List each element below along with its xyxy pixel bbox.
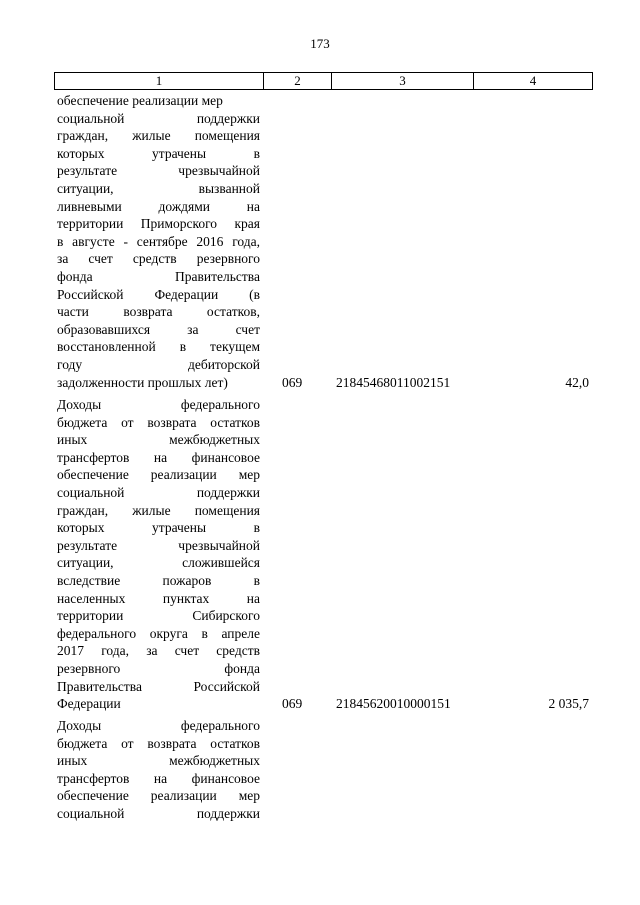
row-description <box>57 396 260 713</box>
description-line: трансфертов на финансовое <box>57 449 260 465</box>
description-line: трансфертов на финансовое <box>57 770 260 786</box>
row-description <box>57 92 260 391</box>
description-line: обеспечение реализации мер <box>57 467 260 483</box>
column-header-4: 4 <box>474 73 593 90</box>
description-line: граждан, жилые помещения <box>57 128 260 144</box>
description-line: социальной поддержки <box>57 805 260 821</box>
description-line: фонда Правительства <box>57 268 260 284</box>
row-amount: 42,0 <box>565 374 589 390</box>
description-line: 2017 года, за счет средств <box>57 643 260 659</box>
description-line: бюджета от возврата остатков <box>57 735 260 751</box>
description-line: за счет средств резервного <box>57 251 260 267</box>
description-line: граждан, жилые помещения <box>57 502 260 518</box>
description-line: федерального округа в апреле <box>57 625 260 641</box>
column-header-table <box>54 72 593 90</box>
description-line: году дебиторской <box>57 356 260 372</box>
row-description <box>57 717 260 823</box>
description-line: населенных пунктах на <box>57 590 260 606</box>
description-line: которых утрачены в <box>57 520 260 536</box>
row-amount: 2 035,7 <box>548 696 589 712</box>
description-line: территории Сибирского <box>57 608 260 624</box>
row-admin-code: 069 <box>282 374 303 390</box>
description-line: результате чрезвычайной <box>57 537 260 553</box>
description-line: задолженности прошлых лет) <box>57 374 228 390</box>
description-line: образовавшихся за счет <box>57 321 260 337</box>
description-line: резервного фонда <box>57 660 260 676</box>
description-line: восстановленной в текущем <box>57 339 260 355</box>
description-line: иных межбюджетных <box>57 432 260 448</box>
row-admin-code: 069 <box>282 696 303 712</box>
description-line: вследствие пожаров в <box>57 572 260 588</box>
description-line: Правительства Российской <box>57 678 260 694</box>
description-line: в августе - сентябре 2016 года, <box>57 233 260 249</box>
description-line: ситуации, вызванной <box>57 180 260 196</box>
description-line: Российской Федерации (в <box>57 286 260 302</box>
column-header-1: 1 <box>55 73 264 90</box>
description-line: бюджета от возврата остатков <box>57 414 260 430</box>
row-budget-code: 21845620010000151 <box>336 696 451 712</box>
description-line: ситуации, сложившейся <box>57 555 260 571</box>
description-line: территории Приморского края <box>57 216 260 232</box>
column-header-3: 3 <box>332 73 474 90</box>
description-line: Федерации <box>57 696 121 712</box>
description-line: части возврата остатков, <box>57 304 260 320</box>
description-line: результате чрезвычайной <box>57 163 260 179</box>
column-header-2: 2 <box>264 73 332 90</box>
row-budget-code: 21845468011002151 <box>336 374 451 390</box>
description-line: иных межбюджетных <box>57 753 260 769</box>
description-line: ливневыми дождями на <box>57 198 260 214</box>
description-line: социальной поддержки <box>57 484 260 500</box>
description-line: обеспечение реализации мер <box>57 788 260 804</box>
description-line: обеспечение реализации мер <box>57 93 223 108</box>
page-number: 173 <box>310 36 330 51</box>
column-header-row <box>55 73 593 90</box>
description-line: которых утрачены в <box>57 145 260 161</box>
description-line: социальной поддержки <box>57 110 260 126</box>
description-line: Доходы федерального <box>57 397 260 412</box>
description-line: Доходы федерального <box>57 718 260 733</box>
